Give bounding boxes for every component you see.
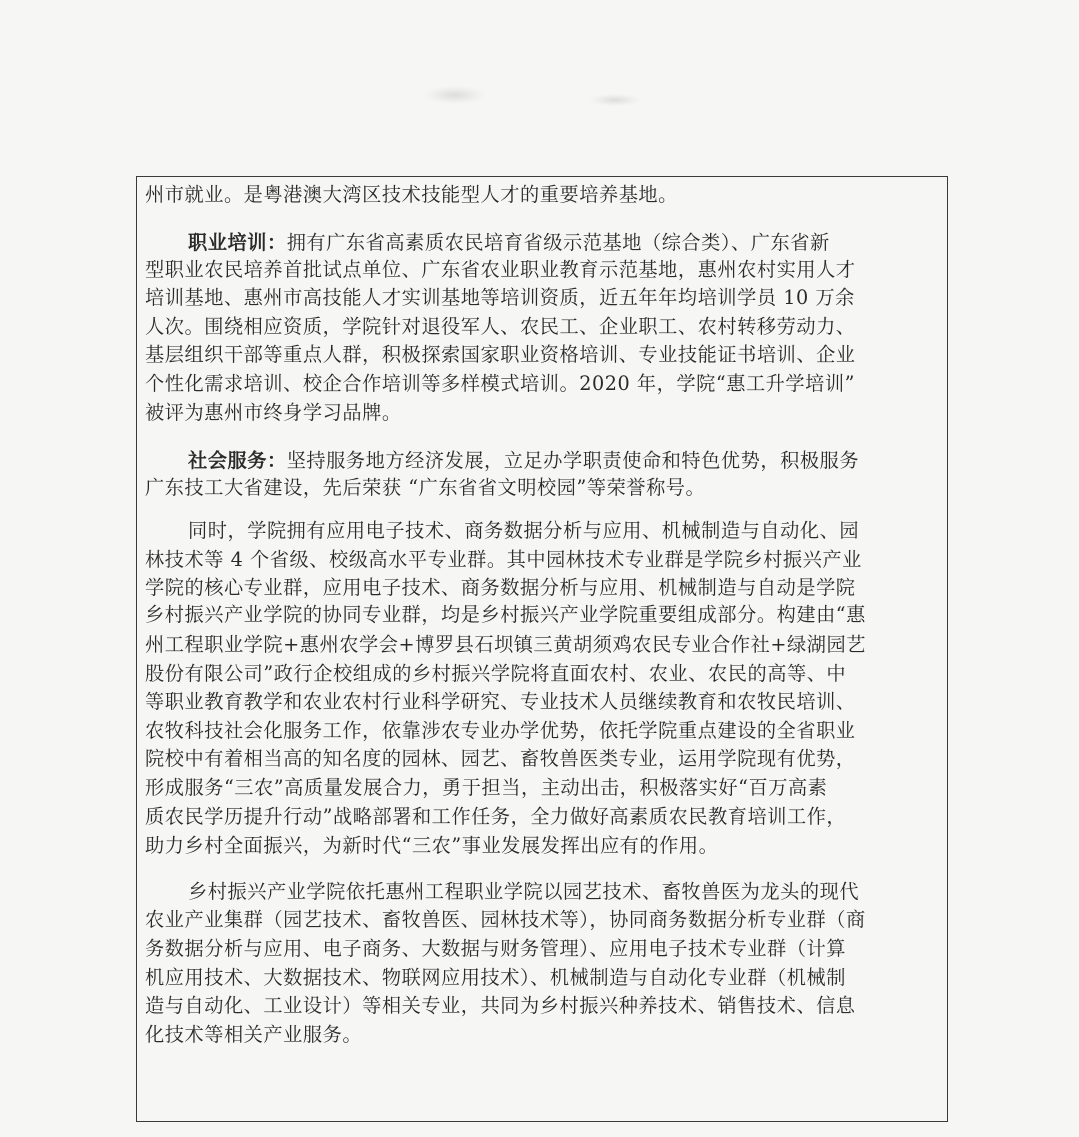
text-line: 基层组织干部等重点人群，积极探索国家职业资格培训、专业技能证书培训、企业 — [145, 343, 856, 366]
text-line: 人次。围绕相应资质，学院针对退役军人、农民工、企业职工、农村转移劳动力、 — [145, 315, 856, 338]
text-line: 州工程职业学院+惠州农学会+博罗县石坝镇三黄胡须鸡农民专业合作社+绿湖园艺 — [145, 633, 866, 656]
text-line: 农业产业集群（园艺技术、畜牧兽医、园林技术等），协同商务数据分析专业群（商 — [145, 908, 866, 931]
text-line: 培训基地、惠州市高技能人才实训基地等培训资质，近五年年均培训学员 10 万余 — [145, 286, 855, 309]
text-line: 务数据分析与应用、电子商务、大数据与财务管理）、应用电子技术专业群（计算 — [145, 937, 846, 960]
text-line: 助力乡村全面振兴，为新时代“三农”事业发展发挥出应有的作用。 — [145, 834, 719, 857]
text-line: 股份有限公司”政行企校组成的乡村振兴学院将直面农村、农业、农民的高等、中 — [145, 662, 847, 685]
text-line: 农牧科技社会化服务工作，依靠涉农专业办学优势，依托学院重点建设的全省职业 — [145, 719, 856, 742]
text-line: 造与自动化、工业设计）等相关专业，共同为乡村振兴种养技术、销售技术、信息 — [145, 994, 856, 1017]
text-line: 型职业农民培养首批试点单位、广东省农业职业教育示范基地，惠州农村实用人才 — [145, 258, 856, 281]
text-line: 广东技工大省建设，先后荣获 “广东省省文明校园”等荣誉称号。 — [145, 476, 706, 499]
text-line: 林技术等 4 个省级、校级高水平专业群。其中园林技术专业群是学院乡村振兴产业 — [145, 548, 862, 571]
text-line — [188, 447, 945, 475]
text-line: 机应用技术、大数据技术、物联网应用技术）、机械制造与自动化专业群（机械制 — [145, 966, 846, 989]
section-heading-social-service: 社会服务： — [188, 449, 287, 472]
text-line: 个性化需求培训、校企合作培训等多样模式培训。2020 年，学院“惠工升学培训” — [145, 372, 855, 395]
text-line: 学院的核心专业群，应用电子技术、商务数据分析与应用、机械制造与自动是学院 — [145, 576, 856, 599]
text-line-content: 拥有广东省高素质农民培育省级示范基地（综合类）、广东省新 — [286, 231, 830, 254]
text-line: 等职业教育教学和农业农村行业科学研究、专业技术人员继续教育和农牧民培训、 — [145, 690, 856, 713]
text-line: 院校中有着相当高的知名度的园林、园艺、畜牧兽医类专业，运用学院现有优势， — [145, 747, 856, 770]
text-line: 化技术等相关产业服务。 — [145, 1023, 363, 1046]
text-line — [188, 229, 945, 257]
text-line: 形成服务“三农”高质量发展合力，勇于担当，主动出击，积极落实好“百万高素 — [145, 776, 828, 799]
section-heading-vocational-training: 职业培训： — [188, 231, 287, 254]
text-line: 同时，学院拥有应用电子技术、商务数据分析与应用、机械制造与自动化、园 — [188, 519, 860, 542]
scan-smudge — [590, 94, 640, 106]
text-line-content: 坚持服务地方经济发展，立足办学职责使命和特色优势，积极服务 — [286, 449, 860, 472]
text-line: 乡村振兴产业学院的协同专业群，均是乡村振兴产业学院重要组成部分。构建由“惠 — [145, 603, 866, 626]
text-line: 州市就业。是粤港澳大湾区技术技能型人才的重要培养基地。 — [145, 183, 678, 206]
text-line: 乡村振兴产业学院依托惠州工程职业学院以园艺技术、畜牧兽医为龙头的现代 — [188, 880, 860, 903]
text-line: 被评为惠州市终身学习品牌。 — [145, 401, 402, 424]
text-line: 质农民学历提升行动”战略部署和工作任务，全力做好高素质农民教育培训工作， — [145, 805, 847, 828]
scan-smudge — [425, 86, 485, 104]
